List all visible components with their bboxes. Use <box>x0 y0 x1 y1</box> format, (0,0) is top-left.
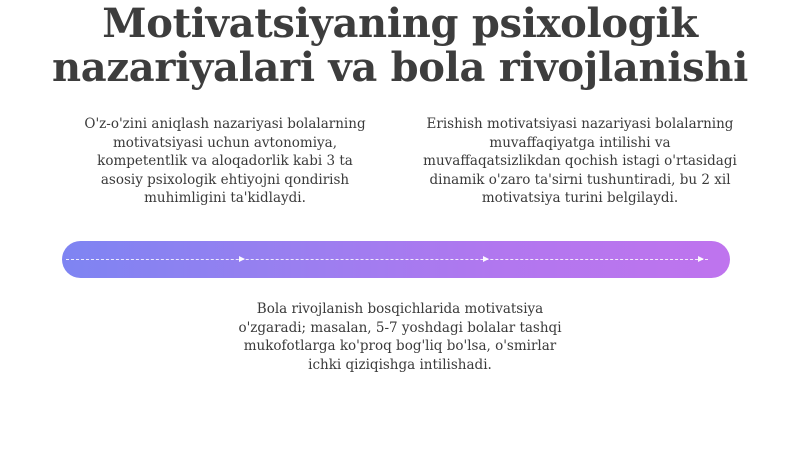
timeline-dashed-line <box>66 259 708 260</box>
theory-self-determination-text: O'z-o'zini aniqlash nazariyasi bolalarning motivatsiyasi uchun avtonomiya, kompetentlik va aloqadorlik kabi 3 ta asosiy psixologik ehtiyojni qondirish muhimligini ta'kidlaydi. <box>84 116 366 206</box>
timeline-bar <box>62 241 730 278</box>
development-stages-text: Bola rivojlanish bosqichlarida motivatsiya o'zgaradi; masalan, 5-7 yoshdagi bolalar tashqi mukofotlarga ko'proq bog'liq bo'lsa, o'smirlar ichki qiziqishga intilishadi. <box>238 301 562 373</box>
arrow-right-icon <box>483 256 489 262</box>
page-title <box>0 0 800 90</box>
title-line-2: nazariyalari va bola rivojlanishi <box>51 44 749 91</box>
arrow-right-icon <box>698 256 704 262</box>
title-line-1: Motivatsiyaning psixologik <box>102 0 698 47</box>
arrow-right-icon <box>239 256 245 262</box>
theory-achievement-motivation-text: Erishish motivatsiyasi nazariyasi bolalarning muvaffaqiyatga intilishi va muvaffaqatsizlikdan qochish istagi o'rtasidagi dinamik o'zaro ta'sirni tushuntiradi, bu 2 xil motivatsiya turini belgilaydi. <box>423 116 737 206</box>
